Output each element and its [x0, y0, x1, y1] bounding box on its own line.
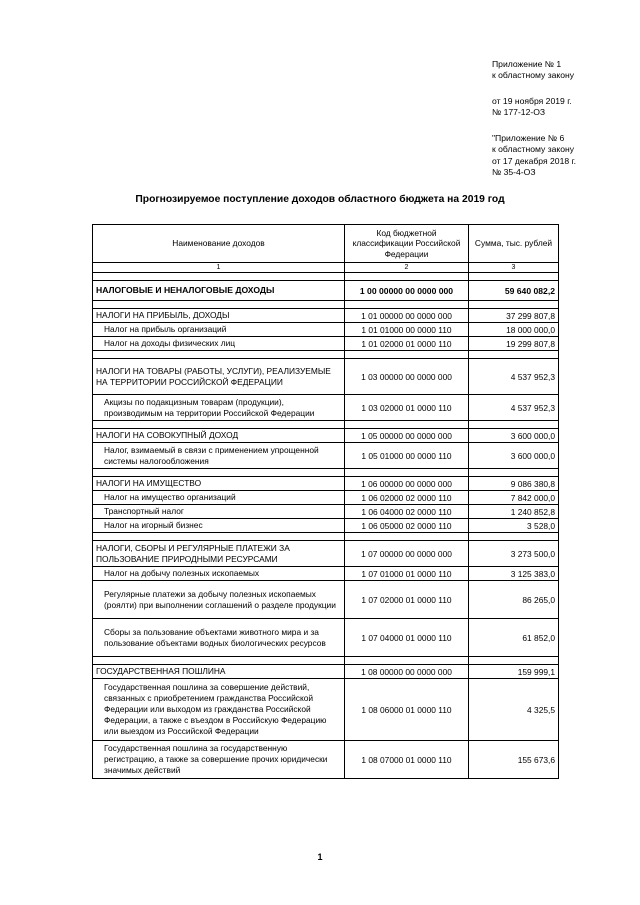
row-sum: 59 640 082,2 — [469, 281, 559, 301]
spacer-cell — [93, 273, 345, 281]
spacer-cell — [345, 301, 469, 309]
document-title: Прогнозируемое поступление доходов областного бюджета на 2019 год — [135, 194, 505, 205]
spacer-cell — [93, 469, 345, 477]
row-sum: 3 273 500,0 — [469, 541, 559, 567]
spacer-cell — [93, 301, 345, 309]
row-sum: 4 537 952,3 — [469, 359, 559, 395]
row-name: Акцизы по подакцизным товарам (продукции), производимым на территории Российской Федерации — [93, 395, 345, 421]
spacer-cell — [345, 657, 469, 665]
row-name: НАЛОГИ, СБОРЫ И РЕГУЛЯРНЫЕ ПЛАТЕЖИ ЗА ПОЛЬЗОВАНИЕ ПРИРОДНЫМИ РЕСУРСАМИ — [93, 541, 345, 567]
row-name: Регулярные платежи за добычу полезных ископаемых (роялти) при выполнении соглашений о разделе продукции — [93, 581, 345, 619]
row-name: Государственная пошлина за совершение действий, связанных с приобретением гражданства Российской Федерации или выходом из гражданства Российской Федерации, а также с въездом в Российскую Федерацию или выездом из Российской Федерации — [93, 679, 345, 741]
row-sum: 4 325,5 — [469, 679, 559, 741]
row-code: 1 01 01000 00 0000 110 — [345, 323, 469, 337]
row-name: НАЛОГИ НА СОВОКУПНЫЙ ДОХОД — [93, 429, 345, 443]
row-sum: 86 265,0 — [469, 581, 559, 619]
section-row — [93, 541, 559, 567]
row-name: НАЛОГОВЫЕ И НЕНАЛОГОВЫЕ ДОХОДЫ — [93, 281, 345, 301]
row-sum: 1 240 852,8 — [469, 505, 559, 519]
table-row — [93, 491, 559, 505]
row-name: Налог на игорный бизнес — [93, 519, 345, 533]
annex-line: "Приложение № 6 — [492, 133, 565, 143]
row-sum: 3 600 000,0 — [469, 429, 559, 443]
column-number-row — [93, 263, 559, 273]
row-code: 1 03 02000 01 0000 110 — [345, 395, 469, 421]
table-row — [93, 505, 559, 519]
spacer-cell — [345, 351, 469, 359]
spacer-row — [93, 657, 559, 665]
row-sum: 3 125 383,0 — [469, 567, 559, 581]
row-sum: 3 528,0 — [469, 519, 559, 533]
row-code: 1 08 00000 00 0000 000 — [345, 665, 469, 679]
header-sum: Сумма, тыс. рублей — [469, 225, 559, 263]
table-row — [93, 741, 559, 779]
spacer-cell — [93, 657, 345, 665]
row-code: 1 05 01000 00 0000 110 — [345, 443, 469, 469]
spacer-row — [93, 273, 559, 281]
spacer-cell — [345, 421, 469, 429]
row-code: 1 07 02000 01 0000 110 — [345, 581, 469, 619]
spacer-cell — [93, 421, 345, 429]
row-name: ГОСУДАРСТВЕННАЯ ПОШЛИНА — [93, 665, 345, 679]
table-row — [93, 337, 559, 351]
table-row — [93, 567, 559, 581]
annex-line: к областному закону — [492, 144, 575, 155]
spacer-row — [93, 533, 559, 541]
table-row — [93, 395, 559, 421]
spacer-cell — [93, 533, 345, 541]
row-code: 1 01 00000 00 0000 000 — [345, 309, 469, 323]
spacer-cell — [345, 273, 469, 281]
section-row — [93, 309, 559, 323]
row-sum: 37 299 807,8 — [469, 309, 559, 323]
annex-line: к областному закону — [492, 70, 575, 81]
row-code: 1 06 02000 02 0000 110 — [345, 491, 469, 505]
spacer-cell — [469, 273, 559, 281]
row-name: Налог, взимаемый в связи с применением упрощенной системы налогообложения — [93, 443, 345, 469]
table-row — [93, 679, 559, 741]
row-code: 1 07 00000 00 0000 000 — [345, 541, 469, 567]
row-sum: 19 299 807,8 — [469, 337, 559, 351]
row-sum: 18 000 000,0 — [469, 323, 559, 337]
annex-block-2 — [492, 96, 572, 119]
row-sum: 159 999,1 — [469, 665, 559, 679]
spacer-cell — [469, 301, 559, 309]
row-name: Налог на прибыль организаций — [93, 323, 345, 337]
row-code: 1 06 00000 00 0000 000 — [345, 477, 469, 491]
row-sum: 155 673,6 — [469, 741, 559, 779]
column-number: 1 — [93, 263, 345, 273]
row-code: 1 06 05000 02 0000 110 — [345, 519, 469, 533]
section-row — [93, 359, 559, 395]
section-row — [93, 477, 559, 491]
row-name: НАЛОГИ НА ПРИБЫЛЬ, ДОХОДЫ — [93, 309, 345, 323]
row-name: Транспортный налог — [93, 505, 345, 519]
table-row — [93, 443, 559, 469]
row-name: НАЛОГИ НА ТОВАРЫ (РАБОТЫ, УСЛУГИ), РЕАЛИЗУЕМЫЕ НА ТЕРРИТОРИИ РОССИЙСКОЙ ФЕДЕРАЦИИ — [93, 359, 345, 395]
spacer-row — [93, 469, 559, 477]
spacer-cell — [345, 533, 469, 541]
spacer-cell — [469, 469, 559, 477]
row-sum: 3 600 000,0 — [469, 443, 559, 469]
table-row — [93, 519, 559, 533]
annex-line: № 177-12-ОЗ — [492, 107, 546, 118]
row-code: 1 06 04000 02 0000 110 — [345, 505, 469, 519]
spacer-row — [93, 421, 559, 429]
row-code: 1 01 02000 01 0000 110 — [345, 337, 469, 351]
row-code: 1 00 00000 00 0000 000 — [345, 281, 469, 301]
row-code: 1 05 00000 00 0000 000 — [345, 429, 469, 443]
revenue-table — [92, 224, 559, 779]
row-code: 1 07 01000 01 0000 110 — [345, 567, 469, 581]
annex-line: от 19 ноября 2019 г. — [492, 96, 572, 106]
section-row — [93, 665, 559, 679]
row-name: Налог на имущество организаций — [93, 491, 345, 505]
spacer-cell — [93, 351, 345, 359]
header-code: Код бюджетной классификации Российской Федерации — [345, 225, 469, 263]
spacer-row — [93, 351, 559, 359]
annex-line: № 35-4-ОЗ — [492, 166, 536, 177]
spacer-cell — [345, 469, 469, 477]
column-number: 2 — [345, 263, 469, 273]
row-name: Сборы за пользование объектами животного мира и за пользование объектами водных биологических ресурсов — [93, 619, 345, 657]
table-row — [93, 581, 559, 619]
spacer-cell — [469, 657, 559, 665]
annex-block-3 — [492, 133, 576, 178]
row-name: Налог на доходы физических лиц — [93, 337, 345, 351]
row-code: 1 08 06000 01 0000 110 — [345, 679, 469, 741]
spacer-cell — [469, 533, 559, 541]
header-name: Наименование доходов — [93, 225, 345, 263]
row-sum: 7 842 000,0 — [469, 491, 559, 505]
spacer-cell — [469, 421, 559, 429]
row-code: 1 07 04000 01 0000 110 — [345, 619, 469, 657]
page-number: 1 — [317, 852, 323, 862]
row-code: 1 08 07000 01 0000 110 — [345, 741, 469, 779]
table-row — [93, 323, 559, 337]
row-sum: 61 852,0 — [469, 619, 559, 657]
annex-line: от 17 декабря 2018 г. — [492, 155, 577, 166]
row-name: Налог на добычу полезных ископаемых — [93, 567, 345, 581]
table-row — [93, 619, 559, 657]
annex-line: Приложение № 1 — [492, 59, 562, 69]
column-number: 3 — [469, 263, 559, 273]
row-code: 1 03 00000 00 0000 000 — [345, 359, 469, 395]
row-sum: 9 086 380,8 — [469, 477, 559, 491]
spacer-cell — [469, 351, 559, 359]
row-sum: 4 537 952,3 — [469, 395, 559, 421]
row-name: НАЛОГИ НА ИМУЩЕСТВО — [93, 477, 345, 491]
annex-block-1 — [492, 59, 574, 82]
section-row — [93, 429, 559, 443]
section-row — [93, 281, 559, 301]
row-name: Государственная пошлина за государственную регистрацию, а также за совершение прочих юридически значимых действий — [93, 741, 345, 779]
table-header-row — [93, 225, 559, 263]
spacer-row — [93, 301, 559, 309]
